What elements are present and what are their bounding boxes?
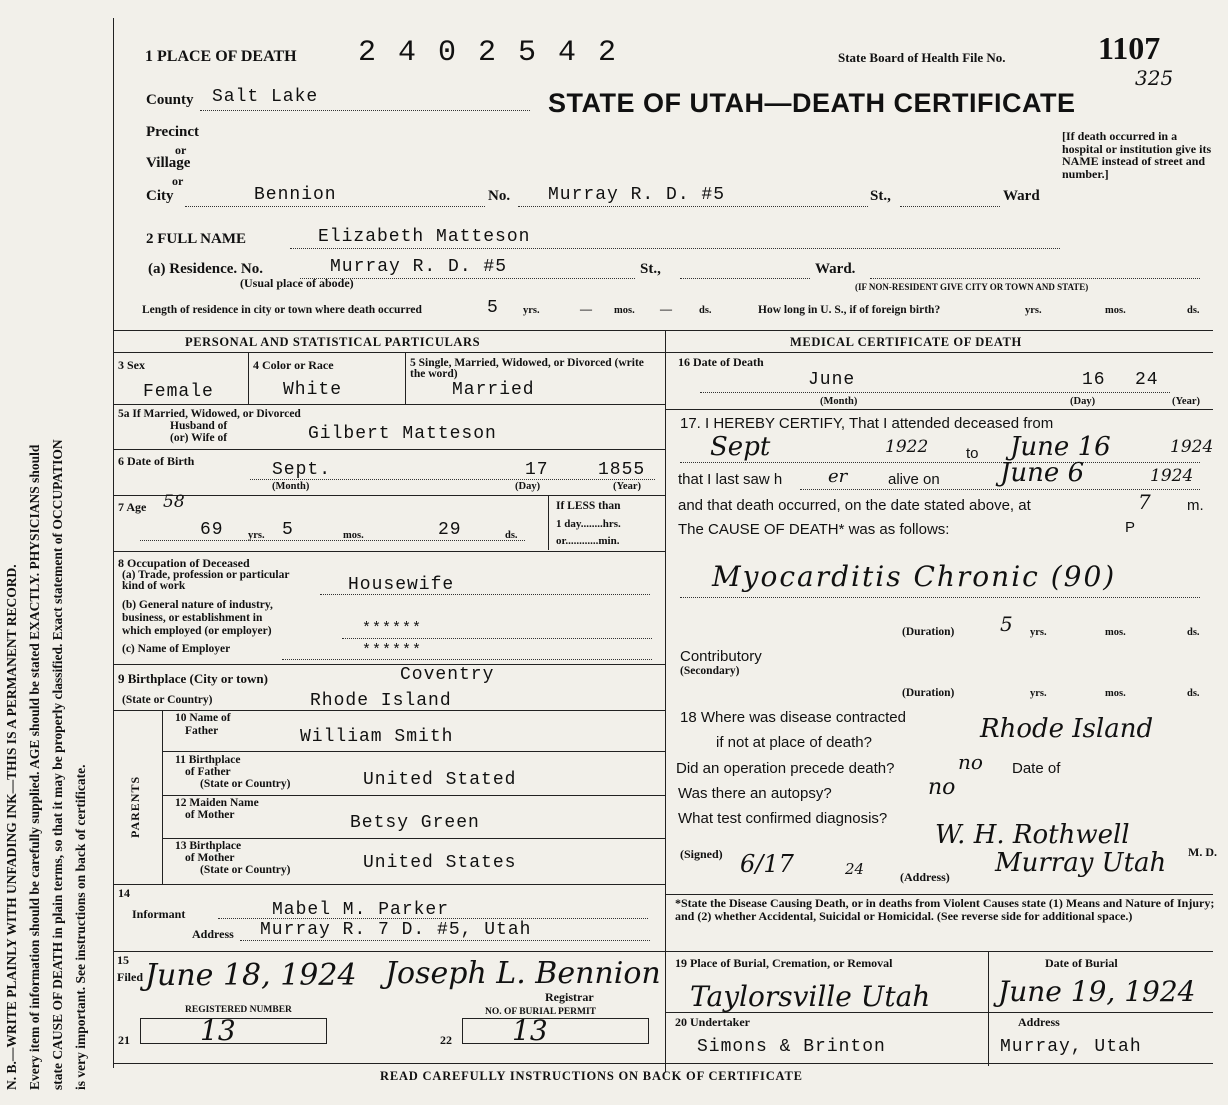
medical-heading: MEDICAL CERTIFICATE OF DEATH (790, 335, 1022, 349)
last-saw-label: that I last saw h (678, 471, 783, 488)
date-of-death-month: June (808, 370, 856, 390)
physician-signature: W. H. Rothwell (935, 820, 1130, 850)
informant-address-value: Murray R. 7 D. #5, Utah (260, 920, 532, 940)
burial-date-value: June 19, 1924 (998, 975, 1196, 1008)
frame-center-line (665, 330, 666, 1072)
length-months: — (580, 302, 592, 316)
age-note: 58 (163, 492, 185, 512)
cause-footnote: *State the Disease Causing Death, or in deaths from Violent Causes state (1) Means and Nature of Injury; and (2) whether Accidental, Suicidal or Homicidal. (See reverse side for additional space.) (675, 896, 1215, 923)
operation-value: no (958, 750, 983, 774)
document-title: STATE OF UTAH—DEATH CERTIFICATE (548, 88, 1076, 118)
city-label: City (146, 188, 174, 204)
certificate-number: 2 4 0 2 5 4 2 (358, 36, 619, 70)
autopsy-label: Was there an autopsy? (678, 785, 832, 802)
physician-address-label: (Address) (900, 870, 950, 884)
birthplace-label: 9 Birthplace (City or town) (118, 671, 268, 686)
age-days: 29 (438, 520, 462, 540)
industry-value: ****** (362, 620, 423, 637)
attended-to-label: to (966, 445, 979, 462)
certify-label: 17. I HEREBY CERTIFY, That I attended deceased from (680, 415, 1054, 432)
father-name-value: William Smith (300, 727, 454, 747)
death-occurred-label: and that death occurred, on the date stated above, at (678, 497, 1031, 514)
burial-place-value: Taylorsville Utah (690, 980, 931, 1013)
bottom-border-line (113, 1063, 1213, 1064)
mother-birth-label-1: 13 Birthplace (175, 840, 242, 852)
age-ds-label: ds. (505, 530, 518, 541)
operation-label: Did an operation precede death? (676, 760, 895, 777)
signed-year: 24 (845, 860, 865, 878)
foreign-ds-label: ds. (1187, 305, 1200, 316)
residence-label: (a) Residence. No. (148, 261, 263, 277)
less-than-label-3: or............min. (556, 535, 620, 547)
birth-state-label: (State or Country) (122, 694, 213, 706)
attended-from-date: Sept (710, 432, 771, 462)
informant-value: Mabel M. Parker (272, 900, 450, 920)
side-instruction-4: is very important. See instructions on back of certificate. (73, 764, 88, 1090)
mother-name-label-2: of Mother (185, 809, 235, 821)
foreign-birth-label: How long in U. S., if of foreign birth? (758, 304, 941, 316)
age-yrs-label: yrs. (248, 530, 265, 541)
undertaker-value: Simons & Brinton (697, 1037, 886, 1057)
personal-heading: PERSONAL AND STATISTICAL PARTICULARS (185, 335, 481, 349)
mother-birth-label-2: of Mother (185, 852, 235, 864)
undertaker-label: 20 Undertaker (675, 1015, 750, 1029)
file-note: 325 (1135, 66, 1174, 90)
occupation-a-label: (a) Trade, profession or particular kind of work (122, 569, 290, 592)
age-label: 7 Age (118, 500, 147, 514)
length-years: 5 (487, 298, 499, 318)
registered-number-index: 21 (118, 1033, 130, 1047)
or-label-1: or (175, 143, 187, 157)
residence-ward-label: Ward. (815, 261, 856, 277)
dob-label: 6 Date of Birth (118, 454, 195, 468)
alive-on-date: June 6 (1000, 458, 1085, 488)
spouse-label-3: (or) Wife of (170, 432, 228, 444)
undertaker-address-value: Murray, Utah (1000, 1037, 1142, 1057)
side-instruction-3: state CAUSE OF DEATH in plain terms, so that it may be properly classified. Exact statement of OCCUPATION (50, 439, 65, 1090)
county-label: County (146, 92, 194, 108)
operation-date-label: Date of (1012, 760, 1061, 777)
last-saw-pronoun: er (828, 466, 848, 487)
less-than-label-1: If LESS than (556, 500, 621, 512)
dob-year: 1855 (598, 460, 646, 480)
birth-city-value: Coventry (400, 665, 495, 685)
signed-label: (Signed) (680, 847, 723, 861)
street-value: Murray R. D. #5 (548, 185, 726, 205)
autopsy-value: no (928, 775, 956, 800)
sex-value: Female (143, 382, 214, 402)
attended-from-year: 1922 (885, 437, 929, 457)
md-label: M. D. (1188, 845, 1217, 859)
street-no-label: No. (488, 188, 511, 204)
alive-on-year: 1924 (1150, 466, 1194, 486)
mother-birth-value: United States (363, 853, 517, 873)
file-number: 1107 (1098, 30, 1161, 66)
length-yrs-label: yrs. (523, 305, 540, 316)
filed-date: June 18, 1924 (145, 958, 357, 993)
dob-day-label: (Day) (515, 481, 541, 492)
full-name-value: Elizabeth Matteson (318, 227, 531, 247)
contrib-mos-label: mos. (1105, 688, 1126, 699)
spouse-label-1: 5a If Married, Widowed, or Divorced (118, 408, 301, 420)
attended-to-date: June 16 (1010, 432, 1111, 462)
dob-day: 17 (525, 460, 549, 480)
section-divider-line (113, 330, 1213, 331)
dob-month-label: (Month) (272, 481, 310, 492)
cause-yrs-label: yrs. (1030, 627, 1047, 638)
or-label-2: or (172, 174, 184, 188)
informant-label: Informant (132, 907, 186, 921)
secondary-label: (Secondary) (680, 665, 740, 677)
cause-ds-label: ds. (1187, 627, 1200, 638)
contrib-ds-label: ds. (1187, 688, 1200, 699)
registrar-signature: Joseph L. Bennion (385, 956, 661, 991)
burial-place-label: 19 Place of Burial, Cremation, or Removal (675, 956, 893, 970)
less-than-label-2: 1 day........hrs. (556, 518, 621, 530)
marital-label: 5 Single, Married, Widowed, or Divorced (write the word) (410, 357, 644, 380)
cause-duration-label: (Duration) (902, 626, 955, 638)
occupation-label: 8 Occupation of Deceased (118, 556, 250, 570)
race-label: 4 Color or Race (253, 358, 334, 372)
side-instruction-2: Every item of information should be carefully supplied. AGE should be stated EXACTLY. PHYSICIANS should (27, 444, 42, 1090)
death-time-m-label: m. (1187, 497, 1204, 514)
disease-contracted-label-2: if not at place of death? (716, 734, 872, 751)
burial-permit-box (462, 1018, 649, 1044)
nonresident-label: (IF NON-RESIDENT GIVE CITY OR TOWN AND STATE) (855, 282, 1089, 292)
place-of-death-label: 1 PLACE OF DEATH (145, 48, 297, 65)
mother-name-label-1: 12 Maiden Name (175, 797, 259, 809)
parents-label: PARENTS (128, 775, 142, 838)
mother-name-value: Betsy Green (350, 813, 480, 833)
date-of-death-label: 16 Date of Death (678, 355, 764, 369)
race-value: White (283, 380, 343, 400)
city-value: Bennion (254, 185, 337, 205)
marital-value: Married (452, 380, 535, 400)
length-days: — (660, 302, 672, 316)
occupation-value: Housewife (348, 575, 455, 595)
file-no-label: State Board of Health File No. (838, 50, 1006, 65)
physician-address-value: Murray Utah (995, 848, 1167, 878)
informant-address-label: Address (192, 927, 234, 941)
occupation-b-label-1: (b) General nature of industry, (122, 599, 273, 611)
dob-month: Sept. (272, 460, 332, 480)
employer-label: (c) Name of Employer (122, 643, 231, 655)
informant-number: 14 (118, 886, 130, 900)
filed-number: 15 (117, 953, 129, 967)
ward-label: Ward (1003, 188, 1040, 204)
burial-permit-label: NO. OF BURIAL PERMIT (485, 1007, 597, 1017)
father-birth-label-1: 11 Birthplace (175, 754, 241, 766)
registered-number-label: REGISTERED NUMBER (185, 1005, 292, 1015)
date-of-death-day: 16 (1082, 370, 1106, 390)
occupation-b-label-2: business, or establishment in (122, 612, 263, 624)
contrib-duration-label: (Duration) (902, 687, 955, 699)
contrib-yrs-label: yrs. (1030, 688, 1047, 699)
age-years: 69 (200, 520, 224, 540)
signed-date: 6/17 (740, 850, 794, 878)
undertaker-address-label: Address (1018, 1015, 1060, 1029)
foreign-mos-label: mos. (1105, 305, 1126, 316)
father-birth-label-2: of Father (185, 766, 231, 778)
side-instruction-1: N. B.—WRITE PLAINLY WITH UNFADING INK—THIS IS A PERMANENT RECORD. (4, 564, 19, 1090)
father-birth-value: United Stated (363, 770, 517, 790)
filed-label: Filed (117, 970, 143, 984)
age-months: 5 (282, 520, 294, 540)
dod-month-label: (Month) (820, 396, 858, 407)
street-st-label: St., (870, 188, 891, 204)
occupation-b-label-3: which employed (or employer) (122, 625, 272, 637)
age-mos-label: mos. (343, 530, 364, 541)
cause-label: The CAUSE OF DEATH* was as follows: (678, 521, 950, 538)
birth-state-value: Rhode Island (310, 691, 452, 711)
frame-left-line (113, 18, 114, 1068)
cause-duration-years: 5 (1000, 612, 1013, 636)
county-value: Salt Lake (212, 87, 319, 107)
father-birth-label-3: (State or Country) (200, 778, 291, 790)
sex-label: 3 Sex (118, 358, 145, 372)
length-residence-label: Length of residence in city or town where death occurred (142, 304, 422, 316)
residence-st-label: St., (640, 261, 661, 277)
length-ds-label: ds. (699, 305, 712, 316)
full-name-label: 2 FULL NAME (146, 231, 247, 247)
attended-to-year: 1924 (1170, 437, 1214, 457)
dod-day-label: (Day) (1070, 396, 1096, 407)
date-of-death-year: 24 (1135, 370, 1159, 390)
cause-mos-label: mos. (1105, 627, 1126, 638)
footer-instructions: READ CAREFULLY INSTRUCTIONS ON BACK OF CERTIFICATE (380, 1069, 803, 1083)
alive-on-label: alive on (888, 471, 940, 488)
dod-year-label: (Year) (1172, 396, 1200, 407)
contributory-label: Contributory (680, 648, 762, 665)
spouse-value: Gilbert Matteson (308, 424, 497, 444)
precinct-label: Precinct (146, 124, 200, 140)
burial-permit-value: 13 (512, 1014, 548, 1047)
death-time: 7 (1138, 490, 1151, 514)
spouse-label-2: Husband of (170, 420, 228, 432)
burial-permit-index: 22 (440, 1033, 452, 1047)
usual-abode-label: (Usual place of abode) (240, 276, 354, 290)
test-diagnosis-label: What test confirmed diagnosis? (678, 810, 888, 827)
dob-year-label: (Year) (613, 481, 641, 492)
village-label: Village (146, 155, 191, 171)
employer-value: ****** (362, 642, 423, 659)
cause-of-death-value: Myocarditis Chronic (90) (712, 560, 1117, 593)
registrar-label: Registrar (545, 990, 594, 1004)
cause-p-mark: P (1125, 519, 1136, 536)
father-name-label-2: Father (185, 725, 219, 737)
residence-value: Murray R. D. #5 (330, 257, 508, 277)
disease-contracted-label: 18 Where was disease contracted (680, 709, 906, 726)
father-name-label-1: 10 Name of (175, 712, 231, 724)
burial-date-label: Date of Burial (1045, 956, 1118, 970)
disease-contracted-value: Rhode Island (980, 714, 1154, 744)
foreign-yrs-label: yrs. (1025, 305, 1042, 316)
length-mos-label: mos. (614, 305, 635, 316)
registered-number-value: 13 (200, 1014, 236, 1047)
mother-birth-label-3: (State or Country) (200, 864, 291, 876)
hospital-note: [If death occurred in a hospital or institution give its NAME instead of street and number.] (1062, 129, 1212, 181)
